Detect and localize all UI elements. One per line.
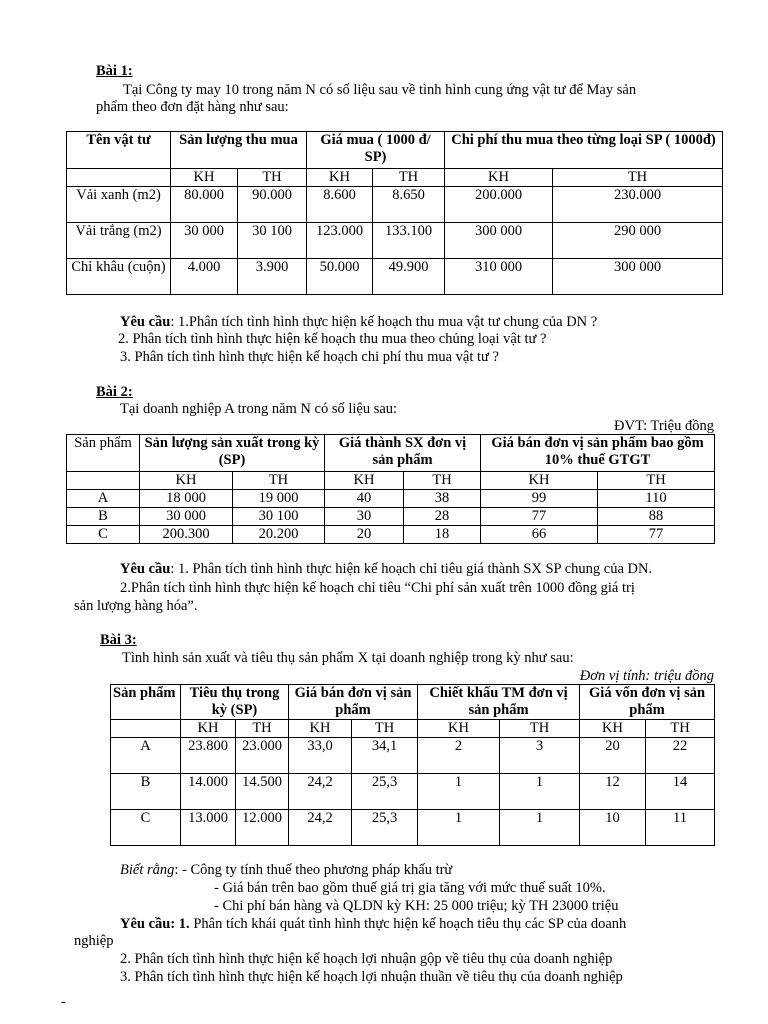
bai3-header-price: Giá bán đơn vị sản phẩm — [289, 685, 418, 720]
bai1-req1 — [120, 314, 597, 331]
table-row — [67, 508, 715, 526]
bai3-unit: Đơn vị tính: triệu đồng — [579, 668, 714, 684]
bai1-row-name: Vải trắng (m2) — [67, 223, 171, 259]
bai3-req1-line2: nghiệp — [74, 933, 114, 949]
table-row — [111, 774, 715, 810]
bai1-req1-text: : 1.Phân tích tình hình thực hiện kế hoạch thu mua vật tư chung của DN ? — [170, 314, 598, 330]
table-cell: 50.000 — [307, 259, 373, 295]
bai1-sub-th: TH — [373, 169, 445, 187]
table-cell: 18 000 — [140, 490, 233, 508]
bai3-header-sp: Sản phẩm — [111, 685, 181, 720]
table-cell: 1 — [418, 774, 500, 810]
bai2-req1-text: : 1. Phân tích tình hình thực hiện kế hoạch chỉ tiêu giá thành SX SP chung của DN. — [170, 561, 653, 577]
bai3-req3: 3. Phân tích tình hình thực hiện kế hoạch lợi nhuận thuần về tiêu thụ của doanh nghiệp — [120, 969, 623, 985]
bai1-header-qty: Sản lượng thu mua — [171, 132, 307, 169]
bai1-sub-th: TH — [553, 169, 723, 187]
bai3-sub-th: TH — [500, 720, 580, 738]
bai3-req1-line1 — [120, 916, 626, 933]
table-cell: 80.000 — [171, 187, 238, 223]
bai1-row-name: Chỉ khâu (cuộn) — [67, 259, 171, 295]
table-cell: 20 — [325, 526, 404, 544]
table-cell: 38 — [404, 490, 481, 508]
table-cell: 13.000 — [181, 810, 236, 846]
footer-dash: - — [61, 994, 66, 1010]
bai2-row-name: A — [67, 490, 140, 508]
table-cell: 20 — [580, 738, 646, 774]
bai3-req-label: Yêu cầu: 1. — [120, 916, 190, 932]
table-cell: 30 000 — [140, 508, 233, 526]
bai3-sub-kh: KH — [181, 720, 236, 738]
table-row — [67, 490, 715, 508]
table-row — [67, 223, 723, 259]
table-cell: 18 — [404, 526, 481, 544]
bai3-sub-kh: KH — [289, 720, 352, 738]
table-cell: 12.000 — [236, 810, 289, 846]
table-cell: 22 — [646, 738, 715, 774]
table-cell: 10 — [580, 810, 646, 846]
table-cell: 133.100 — [373, 223, 445, 259]
table-cell: 200.300 — [140, 526, 233, 544]
bai1-header-cost: Chi phí thu mua theo từng loại SP ( 1000đ) — [445, 132, 723, 169]
bai1-heading: Bài 1: — [96, 63, 133, 79]
bai2-row-name: B — [67, 508, 140, 526]
bai2-table — [66, 434, 715, 544]
table-cell: 77 — [481, 508, 598, 526]
table-cell: 1 — [418, 810, 500, 846]
bai2-sub-kh: KH — [325, 472, 404, 490]
table-cell: 99 — [481, 490, 598, 508]
bai2-sub-th: TH — [598, 472, 715, 490]
table-cell: 34,1 — [352, 738, 418, 774]
bai2-header-qty: Sản lượng sản xuất trong kỳ (SP) — [140, 435, 325, 472]
bai2-sub-kh: KH — [140, 472, 233, 490]
bai3-header-disc: Chiết khấu TM đơn vị sản phẩm — [418, 685, 580, 720]
bai3-header-qty: Tiêu thụ trong kỳ (SP) — [181, 685, 289, 720]
bai1-header-price: Giá mua ( 1000 đ/ SP) — [307, 132, 445, 169]
bai3-table — [110, 684, 715, 846]
table-cell: 90.000 — [238, 187, 307, 223]
bai3-sub-kh: KH — [580, 720, 646, 738]
table-cell: 300 000 — [445, 223, 553, 259]
table-cell: 33,0 — [289, 738, 352, 774]
bai3-sub-th: TH — [236, 720, 289, 738]
bai3-sub-th: TH — [646, 720, 715, 738]
bai2-req1 — [120, 561, 652, 578]
bai2-sub-kh: KH — [481, 472, 598, 490]
table-cell: 123.000 — [307, 223, 373, 259]
table-cell: 66 — [481, 526, 598, 544]
bai3-note1-text: : - Công ty tính thuế theo phương pháp khấu trừ — [174, 862, 453, 878]
table-cell: 23.000 — [236, 738, 289, 774]
table-cell: 110 — [598, 490, 715, 508]
bai3-row-name: A — [111, 738, 181, 774]
bai3-sub-blank — [111, 720, 181, 738]
table-row — [67, 187, 723, 223]
bai3-note3: - Chi phí bán hàng và QLDN kỳ KH: 25 000 triệu; kỳ TH 23000 triệu — [214, 898, 619, 914]
bai2-row-name: C — [67, 526, 140, 544]
table-cell: 11 — [646, 810, 715, 846]
bai2-sub-th: TH — [233, 472, 325, 490]
table-cell: 19 000 — [233, 490, 325, 508]
table-cell: 25,3 — [352, 810, 418, 846]
bai2-intro: Tại doanh nghiệp A trong năm N có số liệu sau: — [120, 401, 398, 417]
bai2-header-price: Giá bán đơn vị sản phẩm bao gồm 10% thuế GTGT — [481, 435, 715, 472]
table-cell: 8.650 — [373, 187, 445, 223]
bai1-sub-th: TH — [238, 169, 307, 187]
table-cell: 14.000 — [181, 774, 236, 810]
bai3-sub-kh: KH — [418, 720, 500, 738]
table-cell: 1 — [500, 774, 580, 810]
bai1-sub-kh: KH — [445, 169, 553, 187]
bai3-sub-th: TH — [352, 720, 418, 738]
table-cell: 23.800 — [181, 738, 236, 774]
bai2-sub-th: TH — [404, 472, 481, 490]
bai1-header-name: Tên vật tư — [67, 132, 171, 169]
bai1-sub-kh: KH — [307, 169, 373, 187]
bai1-sub-kh: KH — [171, 169, 238, 187]
table-cell: 1 — [500, 810, 580, 846]
bai3-row-name: C — [111, 810, 181, 846]
table-cell: 310 000 — [445, 259, 553, 295]
bai2-req-label: Yêu cầu — [120, 561, 171, 577]
table-row — [67, 526, 715, 544]
bai1-intro-line2: phẩm theo đơn đặt hàng như sau: — [96, 99, 289, 115]
bai1-req2: 2. Phân tích tình hình thực hiện kế hoạch thu mua theo chủng loại vật tư ? — [118, 331, 547, 347]
table-cell: 28 — [404, 508, 481, 526]
table-row — [67, 259, 723, 295]
bai3-heading: Bài 3: — [100, 632, 137, 648]
table-cell: 3 — [500, 738, 580, 774]
bai1-row-name: Vải xanh (m2) — [67, 187, 171, 223]
table-cell: 24,2 — [289, 810, 352, 846]
table-cell: 4.000 — [171, 259, 238, 295]
bai1-req3: 3. Phân tích tình hình thực hiện kế hoạch chi phí thu mua vật tư ? — [120, 349, 499, 365]
table-cell: 88 — [598, 508, 715, 526]
table-cell: 30 000 — [171, 223, 238, 259]
bai3-biet-rang: Biết rằng — [120, 862, 175, 878]
bai1-table — [66, 131, 723, 295]
table-cell: 2 — [418, 738, 500, 774]
bai2-header-sp: Sản phẩm — [67, 435, 140, 472]
table-cell: 30 100 — [233, 508, 325, 526]
bai2-sub-blank — [67, 472, 140, 490]
bai3-req2: 2. Phân tích tình hình thực hiện kế hoạch lợi nhuận gộp về tiêu thụ của doanh nghiệp — [120, 951, 613, 967]
table-cell: 14.500 — [236, 774, 289, 810]
table-cell: 3.900 — [238, 259, 307, 295]
table-cell: 14 — [646, 774, 715, 810]
bai3-row-name: B — [111, 774, 181, 810]
bai1-req-label: Yêu cầu — [120, 314, 171, 330]
table-cell: 77 — [598, 526, 715, 544]
bai2-heading: Bài 2: — [96, 384, 133, 400]
table-cell: 24,2 — [289, 774, 352, 810]
table-cell: 290 000 — [553, 223, 723, 259]
table-row — [111, 738, 715, 774]
table-cell: 20.200 — [233, 526, 325, 544]
bai1-intro-line1: Tại Công ty may 10 trong năm N có số liệu sau về tình hình cung ứng vật tư để May sản — [123, 82, 637, 98]
table-cell: 200.000 — [445, 187, 553, 223]
bai2-unit: ĐVT: Triệu đồng — [614, 418, 714, 434]
bai3-note1 — [120, 862, 452, 879]
table-cell: 230.000 — [553, 187, 723, 223]
bai3-header-cost: Giá vốn đơn vị sản phẩm — [580, 685, 715, 720]
bai1-sub-blank — [67, 169, 171, 187]
table-cell: 40 — [325, 490, 404, 508]
bai2-req2-line2: sản lượng hàng hóa”. — [74, 598, 198, 614]
table-cell: 30 — [325, 508, 404, 526]
table-cell: 25,3 — [352, 774, 418, 810]
bai3-note2: - Giá bán trên bao gồm thuế giá trị gia tăng với mức thuế suất 10%. — [214, 880, 606, 896]
bai2-req2-line1: 2.Phân tích tình hình thực hiện kế hoạch chỉ tiêu “Chi phí sản xuất trên 1000 đồng giá trị — [120, 580, 635, 596]
bai3-req1-text: Phân tích khái quát tình hình thực hiện kế hoạch tiêu thụ các SP của doanh — [189, 916, 627, 932]
table-cell: 12 — [580, 774, 646, 810]
bai3-intro: Tình hình sản xuất và tiêu thụ sản phẩm X tại doanh nghiệp trong kỳ như sau: — [122, 650, 574, 666]
table-cell: 300 000 — [553, 259, 723, 295]
table-cell: 30 100 — [238, 223, 307, 259]
table-row — [111, 810, 715, 846]
bai2-header-cost: Giá thành SX đơn vị sản phẩm — [325, 435, 481, 472]
table-cell: 8.600 — [307, 187, 373, 223]
table-cell: 49.900 — [373, 259, 445, 295]
